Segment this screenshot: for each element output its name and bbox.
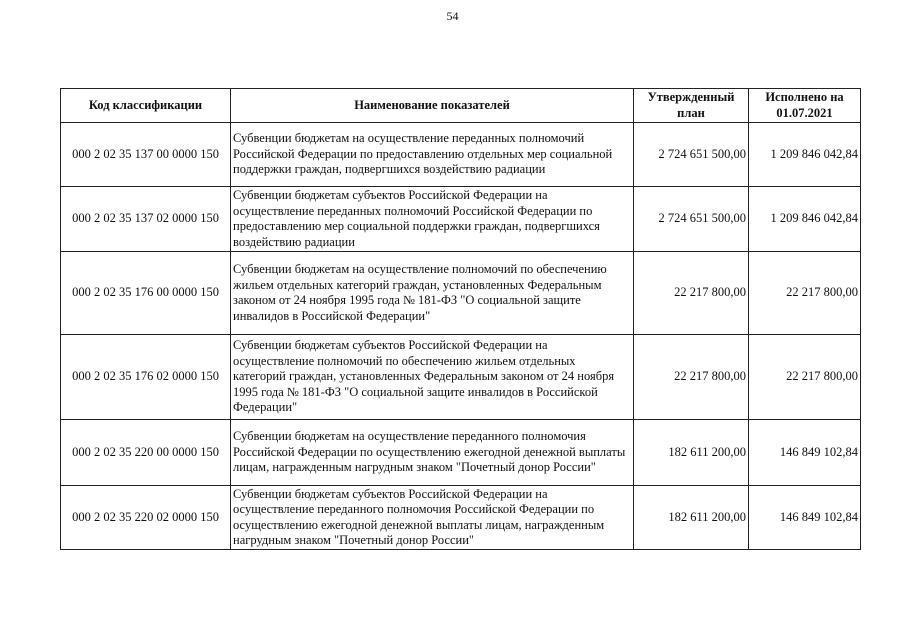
table-row	[61, 486, 861, 550]
table-header-row	[61, 89, 861, 123]
executed-amount: 22 217 800,00	[749, 252, 861, 335]
page-number: 54	[446, 9, 459, 23]
table-row	[61, 420, 861, 486]
executed-amount: 146 849 102,84	[749, 486, 861, 550]
executed-amount: 146 849 102,84	[749, 420, 861, 486]
approved-plan: 2 724 651 500,00	[634, 123, 749, 187]
indicator-name: Субвенции бюджетам субъектов Российской Федерации на осуществление переданных полномочий Российской Федерации по предоставлению мер социальной поддержки граждан, подвергшихся воздействию радиации	[231, 187, 634, 252]
header-executed: Исполнено на 01.07.2021	[749, 89, 861, 123]
header-plan: Утвержденный план	[634, 89, 749, 123]
classification-code: 000 2 02 35 220 02 0000 150	[61, 486, 231, 550]
approved-plan: 182 611 200,00	[634, 420, 749, 486]
table-row	[61, 187, 861, 252]
approved-plan: 2 724 651 500,00	[634, 187, 749, 252]
table-row	[61, 123, 861, 187]
approved-plan: 22 217 800,00	[634, 252, 749, 335]
header-name: Наименование показателей	[231, 89, 634, 123]
header-code: Код классификации	[61, 89, 231, 123]
budget-table	[60, 88, 861, 550]
classification-code: 000 2 02 35 176 02 0000 150	[61, 335, 231, 420]
table-row	[61, 252, 861, 335]
indicator-name: Субвенции бюджетам на осуществление переданного полномочия Российской Федерации по осуществлению ежегодной денежной выплаты лицам, награжденным нагрудным знаком "Почетный донор России"	[231, 420, 634, 486]
classification-code: 000 2 02 35 137 02 0000 150	[61, 187, 231, 252]
indicator-name: Субвенции бюджетам на осуществление полномочий по обеспечению жильем отдельных категорий граждан, установленных Федеральным законом от 24 ноября 1995 года № 181-ФЗ "О социальной защите инвалидов в Российской Федерации"	[231, 252, 634, 335]
indicator-name: Субвенции бюджетам субъектов Российской Федерации на осуществление полномочий по обеспечению жильем отдельных категорий граждан, установленных Федеральным законом от 24 ноября 1995 года № 181-ФЗ "О социальной защите инвалидов в Российской Федерации"	[231, 335, 634, 420]
executed-amount: 22 217 800,00	[749, 335, 861, 420]
executed-amount: 1 209 846 042,84	[749, 123, 861, 187]
table-row	[61, 335, 861, 420]
indicator-name: Субвенции бюджетам субъектов Российской Федерации на осуществление переданного полномочия Российской Федерации по осуществлению ежегодной денежной выплаты лицам, награжденным нагрудным знаком "Почетный донор России"	[231, 486, 634, 550]
classification-code: 000 2 02 35 220 00 0000 150	[61, 420, 231, 486]
classification-code: 000 2 02 35 176 00 0000 150	[61, 252, 231, 335]
approved-plan: 22 217 800,00	[634, 335, 749, 420]
executed-amount: 1 209 846 042,84	[749, 187, 861, 252]
classification-code: 000 2 02 35 137 00 0000 150	[61, 123, 231, 187]
indicator-name: Субвенции бюджетам на осуществление переданных полномочий Российской Федерации по предоставлению отдельных мер социальной поддержки граждан, подвергшихся воздействию радиации	[231, 123, 634, 187]
approved-plan: 182 611 200,00	[634, 486, 749, 550]
